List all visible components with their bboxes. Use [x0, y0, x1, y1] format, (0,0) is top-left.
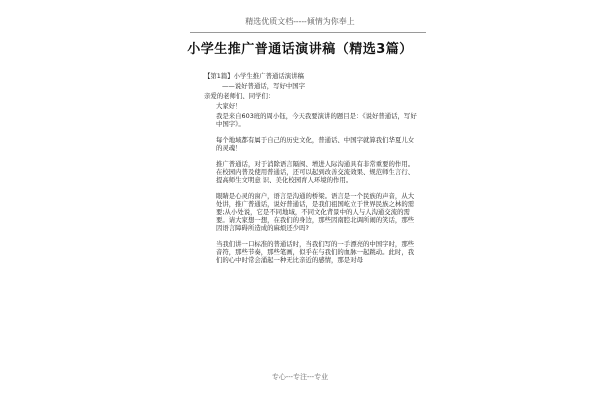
hello-line: 大家好！ [216, 102, 242, 110]
section-heading: 【第1篇】小学生推广普通话演讲稿 [204, 72, 304, 80]
section-subtitle: ——说好普通话，写好中国字 [222, 82, 306, 90]
document-title: 小学生推广普通话演讲稿（精选3篇） [187, 42, 413, 57]
header-divider [190, 32, 426, 33]
document-body [204, 72, 418, 272]
body-paragraph-3: 推广普通话，对于消除语言隔阂、增进人际沟通具有非常重要的作用。在校园内普及使用普通话，还可以起到改善交流效果、规范师生言行、提高师生文明意 识、美化校园育人环境的作用。 [216, 160, 415, 184]
greeting-line: 亲爱的老师们、同学们： [204, 92, 275, 100]
body-paragraph-2: 每个地域都有属于自己的历史文化，普通话、中国字就算我们华夏儿女的灵魂！ [216, 136, 415, 152]
page-header: 精选优质文档-----倾情为你奉上 [245, 17, 355, 26]
body-paragraph-5: 当我们讲一口标准的普通话时，当我们写的一手漂亮的中国字时，那些音符，那些节奏，那些笔画，似乎在与我们的血脉一起跳动。此时，我们的心中时常会涌起一种无比亲近的感情，那是对母 [216, 240, 415, 264]
body-paragraph-1: 我是来自603班的周小钰，今天我要演讲的题目是：《说好普通话，写好中国字》。 [216, 112, 417, 128]
body-paragraph-4: 眼睛是心灵的窗户，语言是沟通的桥梁。语言是一个民族的声音，从大处讲，推广普通话，说好普通话，是我们祖国屹立于世界民族之林的需要;从小处说，它是不同地域，不同文化背景中的人与人沟通交流的需要。请大家想一想，在我们的身边，那些因南腔北调所闹的笑话，那些因语言障碍所造成的麻烦还少吗? [216, 192, 415, 232]
page-footer: 专心---专注---专业 [271, 373, 329, 381]
